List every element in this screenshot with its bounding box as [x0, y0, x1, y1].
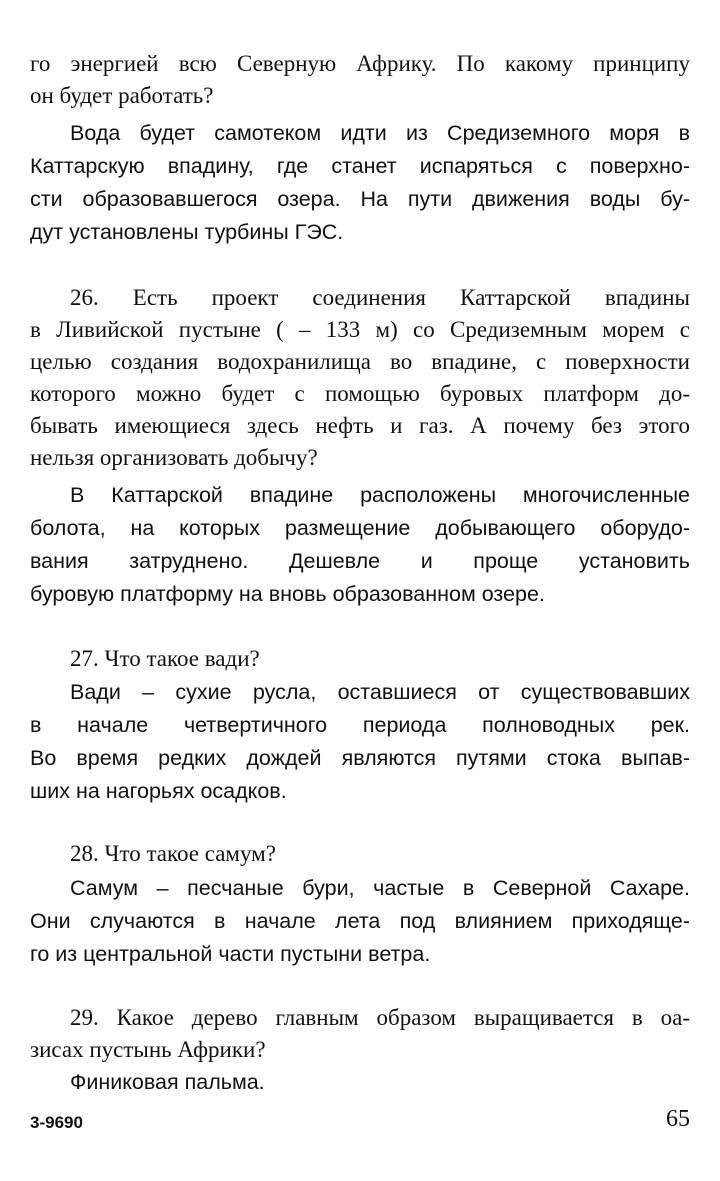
q28-answer	[30, 905, 690, 971]
q27-answer	[30, 709, 690, 808]
text-line: дут установлены турбины ГЭС.	[30, 220, 344, 244]
q29-question	[30, 1034, 690, 1066]
q26-question	[30, 314, 690, 474]
text-line: 26. Есть проект соединения Каттарской впадины	[70, 285, 690, 310]
q26-answer-first-line	[70, 479, 690, 512]
text-line: сти образовавшегося озера. На пути движения воды бу-	[30, 187, 690, 211]
q28-answer-first-line	[70, 872, 690, 905]
text-line: Вода будет самотеком идти из Средиземного моря в	[70, 121, 690, 145]
text-line: нельзя организовать добычу?	[30, 445, 318, 470]
text-line: Финиковая пальма.	[70, 1070, 265, 1094]
text-line: зисах пустынь Африки?	[30, 1037, 266, 1062]
text-line: в начале четвертичного периода полноводных рек.	[30, 713, 690, 737]
text-line: буровую платформу на вновь образованном озере.	[30, 582, 545, 606]
text-line: бывать имеющиеся здесь нефть и газ. А почему без этого	[30, 413, 690, 438]
intro-question-end	[30, 48, 690, 112]
text-line: 27. Что такое вади?	[70, 646, 260, 671]
print-code: 3-9690	[30, 1113, 83, 1132]
text-line: ших на нагорьях осадков.	[30, 779, 287, 803]
text-line: Самум – песчаные бури, частые в Северной Сахаре.	[70, 876, 690, 900]
text-line: го энергией всю Северную Африку. По какому принципу	[30, 51, 690, 76]
text-line: Каттарскую впадину, где станет испаряться с поверхно-	[30, 154, 690, 178]
intro-answer-first-line	[70, 117, 690, 150]
q26-question-first-line	[70, 282, 690, 314]
q29-question-first-line	[70, 1002, 690, 1034]
text-line: Вади – сухие русла, оставшиеся от существовавших	[70, 680, 690, 704]
text-line: Они случаются в начале лета под влиянием приходяще-	[30, 909, 690, 933]
text-line: он будет работать?	[30, 83, 214, 108]
page-number: 65	[666, 1106, 690, 1132]
q28-question	[70, 838, 690, 870]
text-line: В Каттарской впадине расположены многочисленные	[70, 483, 690, 507]
text-line: 29. Какое дерево главным образом выращивается в оа-	[70, 1005, 690, 1030]
text-line: болота, на которых размещение добывающего оборудо-	[30, 516, 690, 540]
text-line: го из центральной части пустыни ветра.	[30, 942, 431, 966]
text-line: в Ливийской пустыне ( – 133 м) со Средиземным морем с	[30, 317, 690, 342]
text-line: вания затруднено. Дешевле и проще установить	[30, 549, 690, 573]
q26-answer	[30, 512, 690, 611]
text-line: Во время редких дождей являются путями стока выпав-	[30, 746, 690, 770]
q27-question	[70, 643, 690, 675]
text-line: 28. Что такое самум?	[70, 841, 276, 866]
q29-answer	[70, 1066, 690, 1099]
q27-answer-first-line	[70, 676, 690, 709]
text-line: которого можно будет с помощью буровых платформ до-	[30, 381, 690, 406]
text-line: целью создания водохранилища во впадине, с поверхности	[30, 349, 690, 374]
intro-answer	[30, 150, 690, 249]
